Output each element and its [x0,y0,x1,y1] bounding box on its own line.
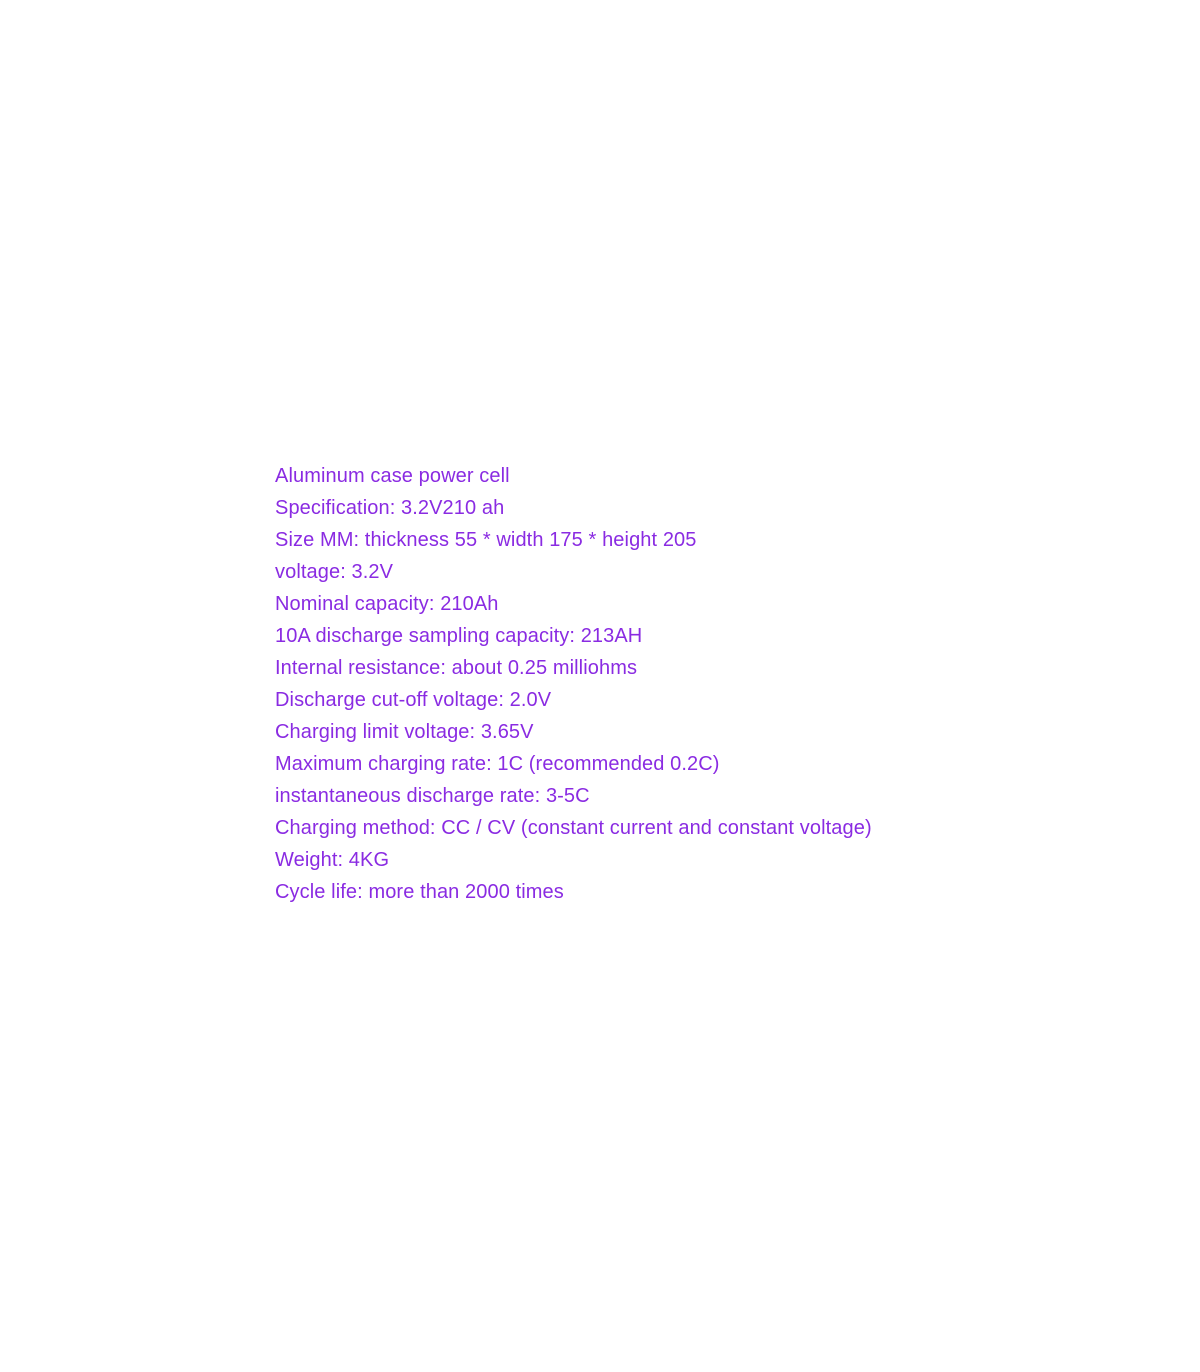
spec-line-title: Aluminum case power cell [275,465,510,487]
spec-line-voltage: voltage: 3.2V [275,561,394,583]
spec-line-discharge-sampling-capacity: 10A discharge sampling capacity: 213AH [275,625,643,647]
spec-line-charging-limit-voltage: Charging limit voltage: 3.65V [275,721,534,743]
spec-line-instantaneous-discharge-rate: instantaneous discharge rate: 3-5C [275,785,590,807]
spec-line-specification: Specification: 3.2V210 ah [275,497,505,519]
spec-line-maximum-charging-rate: Maximum charging rate: 1C (recommended 0.2C) [275,753,720,775]
spec-line-size: Size MM: thickness 55 * width 175 * height 205 [275,529,697,551]
product-spec-list [275,460,975,908]
spec-line-cycle-life: Cycle life: more than 2000 times [275,881,564,903]
spec-line-nominal-capacity: Nominal capacity: 210Ah [275,593,499,615]
spec-line-discharge-cutoff-voltage: Discharge cut-off voltage: 2.0V [275,689,552,711]
spec-line-internal-resistance: Internal resistance: about 0.25 milliohms [275,657,638,679]
spec-line-charging-method: Charging method: CC / CV (constant current and constant voltage) [275,817,872,839]
spec-line-weight: Weight: 4KG [275,849,390,871]
